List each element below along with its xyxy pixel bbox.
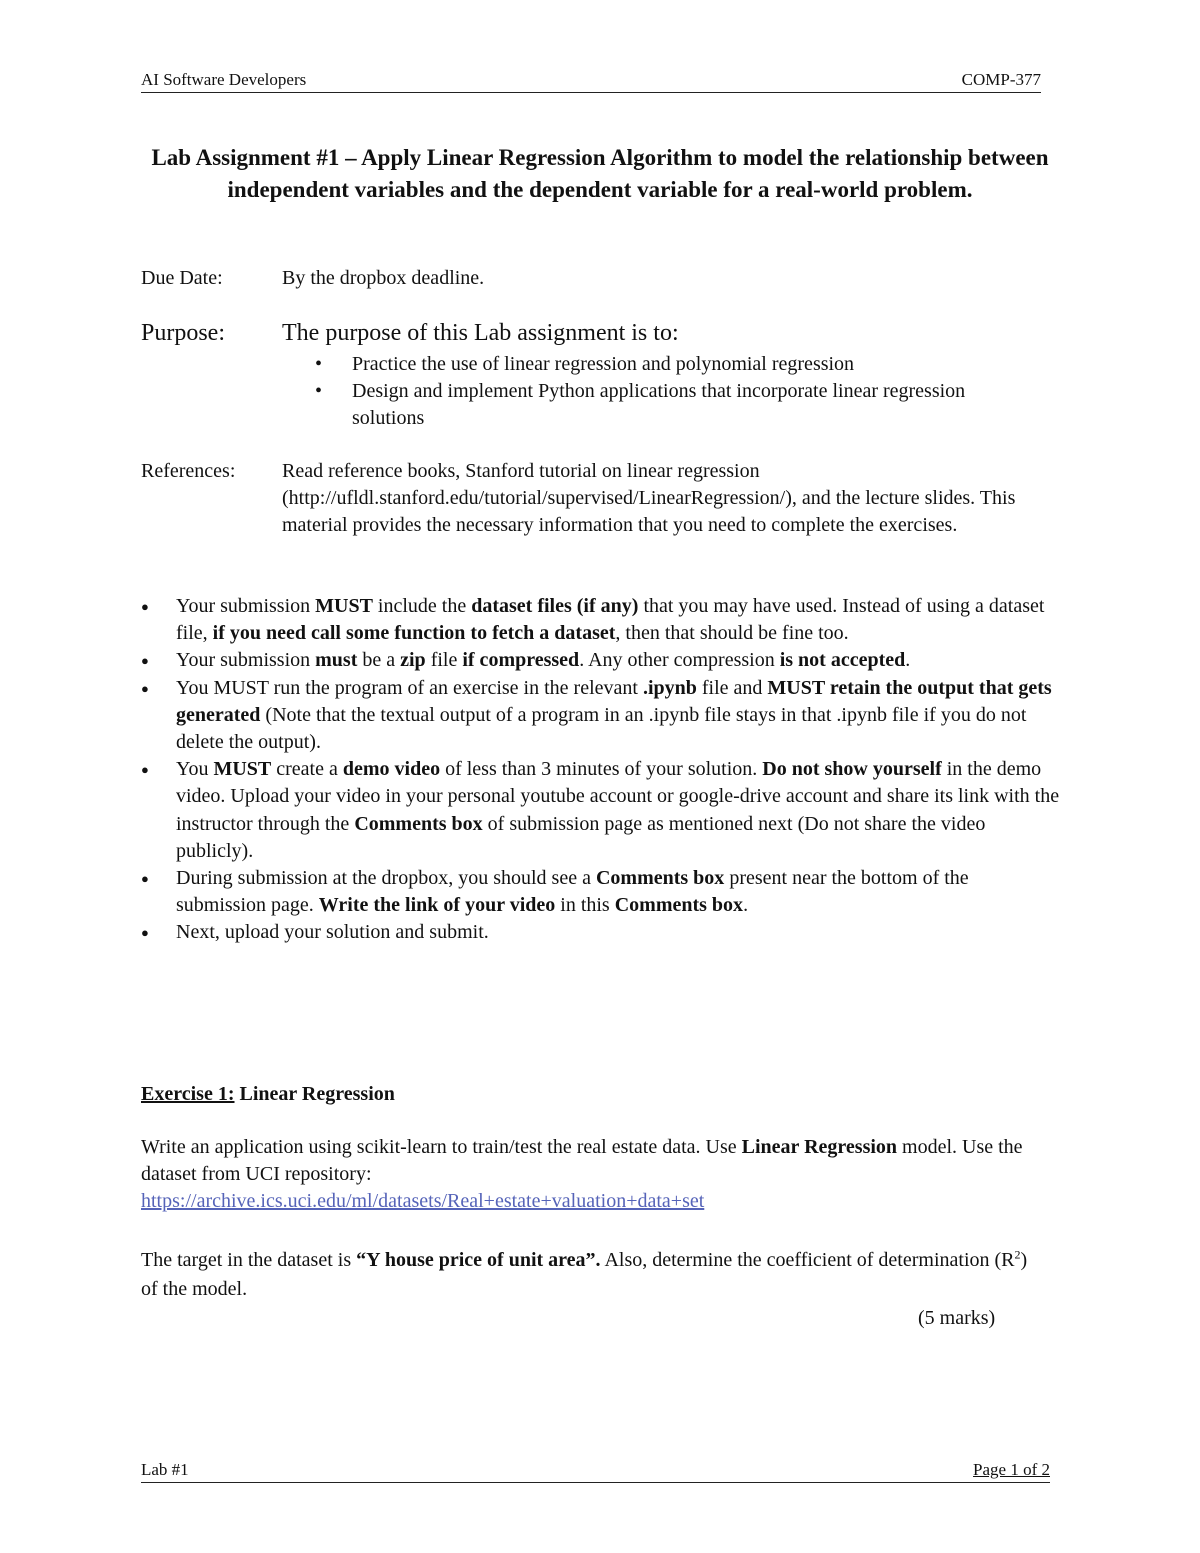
due-date-value: By the dropbox deadline. [282, 267, 485, 289]
exercise-number: Exercise 1: [141, 1083, 235, 1105]
instruction-item: ● You MUST create a demo video of less than 3 minutes of your solution. Do not show yourself in the demo video. Upload your video in your personal youtube account or google-drive account and share its link with the instructor through the Comments box of submission page as mentioned next (Do not share the video publicly). [141, 756, 1061, 865]
instruction-item: ● Next, upload your solution and submit. [141, 919, 1061, 946]
instruction-item: ● You MUST run the program of an exercise in the relevant .ipynb file and MUST retain the output that gets generated (Note that the textual output of a program in an .ipynb file stays in that .ipynb file if you do not delete the output). [141, 675, 1061, 757]
page-footer [141, 1460, 1050, 1483]
purpose-heading: The purpose of this Lab assignment is to: [282, 320, 679, 346]
due-date-label: Due Date: [141, 267, 223, 289]
references-label: References: [141, 460, 236, 482]
page-header [141, 70, 1041, 93]
references-text: Read reference books, Stanford tutorial on linear regression (http://ufldl.stanford.edu/tutorial/supervised/LinearRegression/), and the lecture slides. This material provides the necessary information that you need to complete the exercises. [282, 460, 1016, 536]
instruction-item: ● During submission at the dropbox, you should see a Comments box present near the bottom of the submission page. Write the link of your video in this Comments box. [141, 865, 1061, 919]
instruction-item: ● Your submission must be a zip file if compressed. Any other compression is not accepted. [141, 647, 1061, 674]
document-title: Lab Assignment #1 – Apply Linear Regression Algorithm to model the relationship between independent variables and the dependent variable for a real-world problem. [151, 145, 1049, 202]
exercise-description: Write an application using scikit-learn to train/test the real estate data. Use Linear Regression model. Use the dataset from UCI repository: https://archive.ics.uci.edu/ml/datasets/Real+estate+valuation+data+set [141, 1136, 1023, 1212]
exercise-heading [141, 1081, 395, 1108]
exercise-name: Linear Regression [239, 1083, 395, 1105]
dataset-link[interactable]: https://archive.ics.uci.edu/ml/datasets/Real+estate+valuation+data+set [141, 1190, 705, 1212]
footer-page-number: Page 1 of 2 [973, 1460, 1050, 1479]
exercise-target: The target in the dataset is “Y house price of unit area”. Also, determine the coefficient of determination $(R^2)$ of the model. [141, 1247, 1028, 1300]
purpose-label: Purpose: [141, 320, 225, 346]
header-course-code: COMP-377 [961, 70, 1041, 89]
purpose-item: • Practice the use of linear regression and polynomial regression [282, 351, 1002, 378]
footer-lab-number: Lab #1 [141, 1460, 189, 1479]
exercise-marks: (5 marks) [918, 1307, 996, 1329]
instruction-item: ● Your submission MUST include the dataset files (if any) that you may have used. Instead of using a dataset file, if you need call some function to fetch a dataset, then that should be fine too. [141, 593, 1061, 647]
purpose-list [282, 351, 1002, 432]
header-course-name: AI Software Developers [141, 70, 307, 89]
purpose-item: • Design and implement Python applications that incorporate linear regression solutions [282, 378, 1002, 432]
instructions-list [141, 593, 1061, 947]
